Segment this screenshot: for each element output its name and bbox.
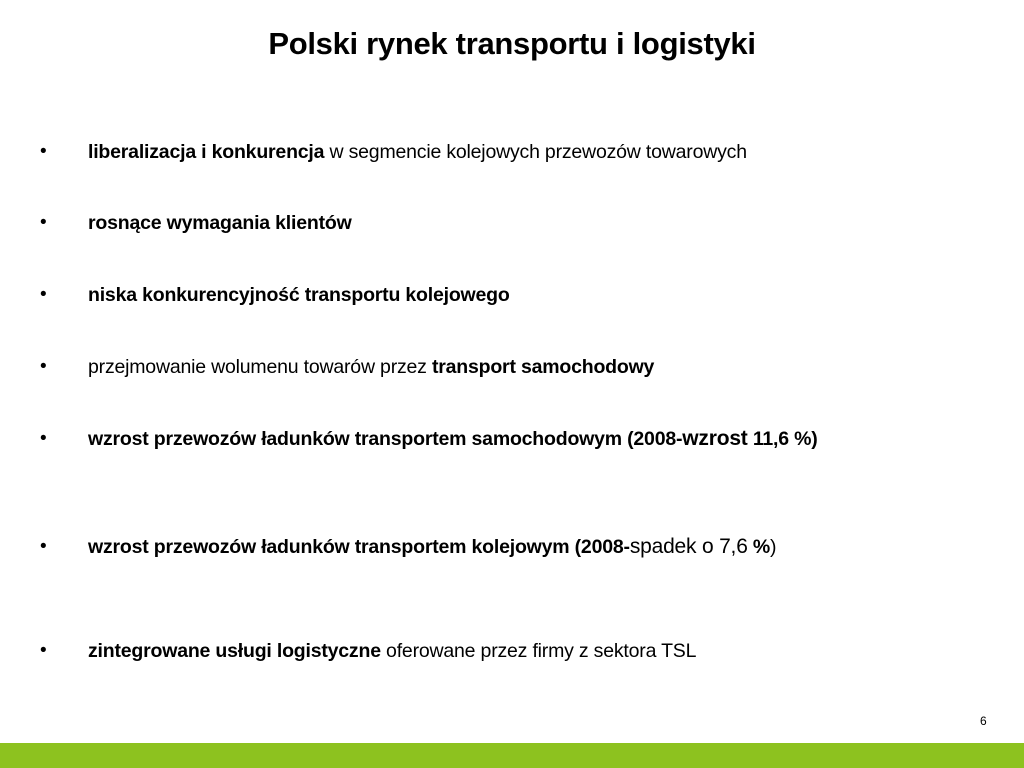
bullet-text bbox=[88, 424, 964, 454]
bullet-text bbox=[88, 208, 964, 238]
bullet-icon: • bbox=[40, 212, 47, 233]
slide-title: Polski rynek transportu i logistyki bbox=[268, 26, 756, 61]
bullet-icon: • bbox=[40, 536, 47, 557]
bullet-text bbox=[88, 280, 964, 310]
bullet-bold-text: niska konkurencyjność transportu kolejowego bbox=[88, 284, 510, 306]
bullet-bold-large-text: wzrost bbox=[682, 427, 748, 450]
bullet-bold-text: rosnące wymagania klientów bbox=[88, 212, 352, 234]
bullet-text bbox=[88, 352, 964, 382]
bullet-bold-text: wzrost przewozów ładunków transportem samochodowym (2008- bbox=[88, 428, 683, 450]
bullet-text bbox=[88, 636, 964, 666]
bullet-normal-large-text: spadek o 7,6 bbox=[629, 535, 748, 558]
bullet-icon: • bbox=[40, 356, 47, 377]
page-number: 6 bbox=[980, 714, 987, 728]
bullet-bold-text: wzrost przewozów ładunków transportem kolejowym (2008- bbox=[88, 536, 630, 558]
bullet-bold-text: liberalizacja i konkurencja bbox=[88, 141, 325, 163]
footer-bar bbox=[0, 743, 1024, 768]
bullet-text bbox=[88, 137, 964, 167]
bullet-text bbox=[88, 532, 964, 562]
bullet-icon: • bbox=[40, 640, 47, 661]
bullet-normal-text: w segmencie kolejowych przewozów towarowych bbox=[324, 141, 747, 163]
bullet-bold-text: zintegrowane usługi logistyczne bbox=[88, 640, 381, 662]
bullet-bold-text: transport samochodowy bbox=[431, 356, 655, 378]
bullet-icon: • bbox=[40, 141, 47, 162]
bullet-normal-end-text: ) bbox=[770, 536, 777, 558]
bullet-normal-text: oferowane przez firmy z sektora TSL bbox=[380, 640, 697, 662]
bullet-bold-end-text: % bbox=[747, 536, 771, 558]
bullet-icon: • bbox=[40, 428, 47, 449]
bullet-bold-end-text: 11,6 %) bbox=[747, 428, 818, 450]
bullet-normal-text: przejmowanie wolumenu towarów przez bbox=[88, 356, 432, 378]
bullet-icon: • bbox=[40, 284, 47, 305]
